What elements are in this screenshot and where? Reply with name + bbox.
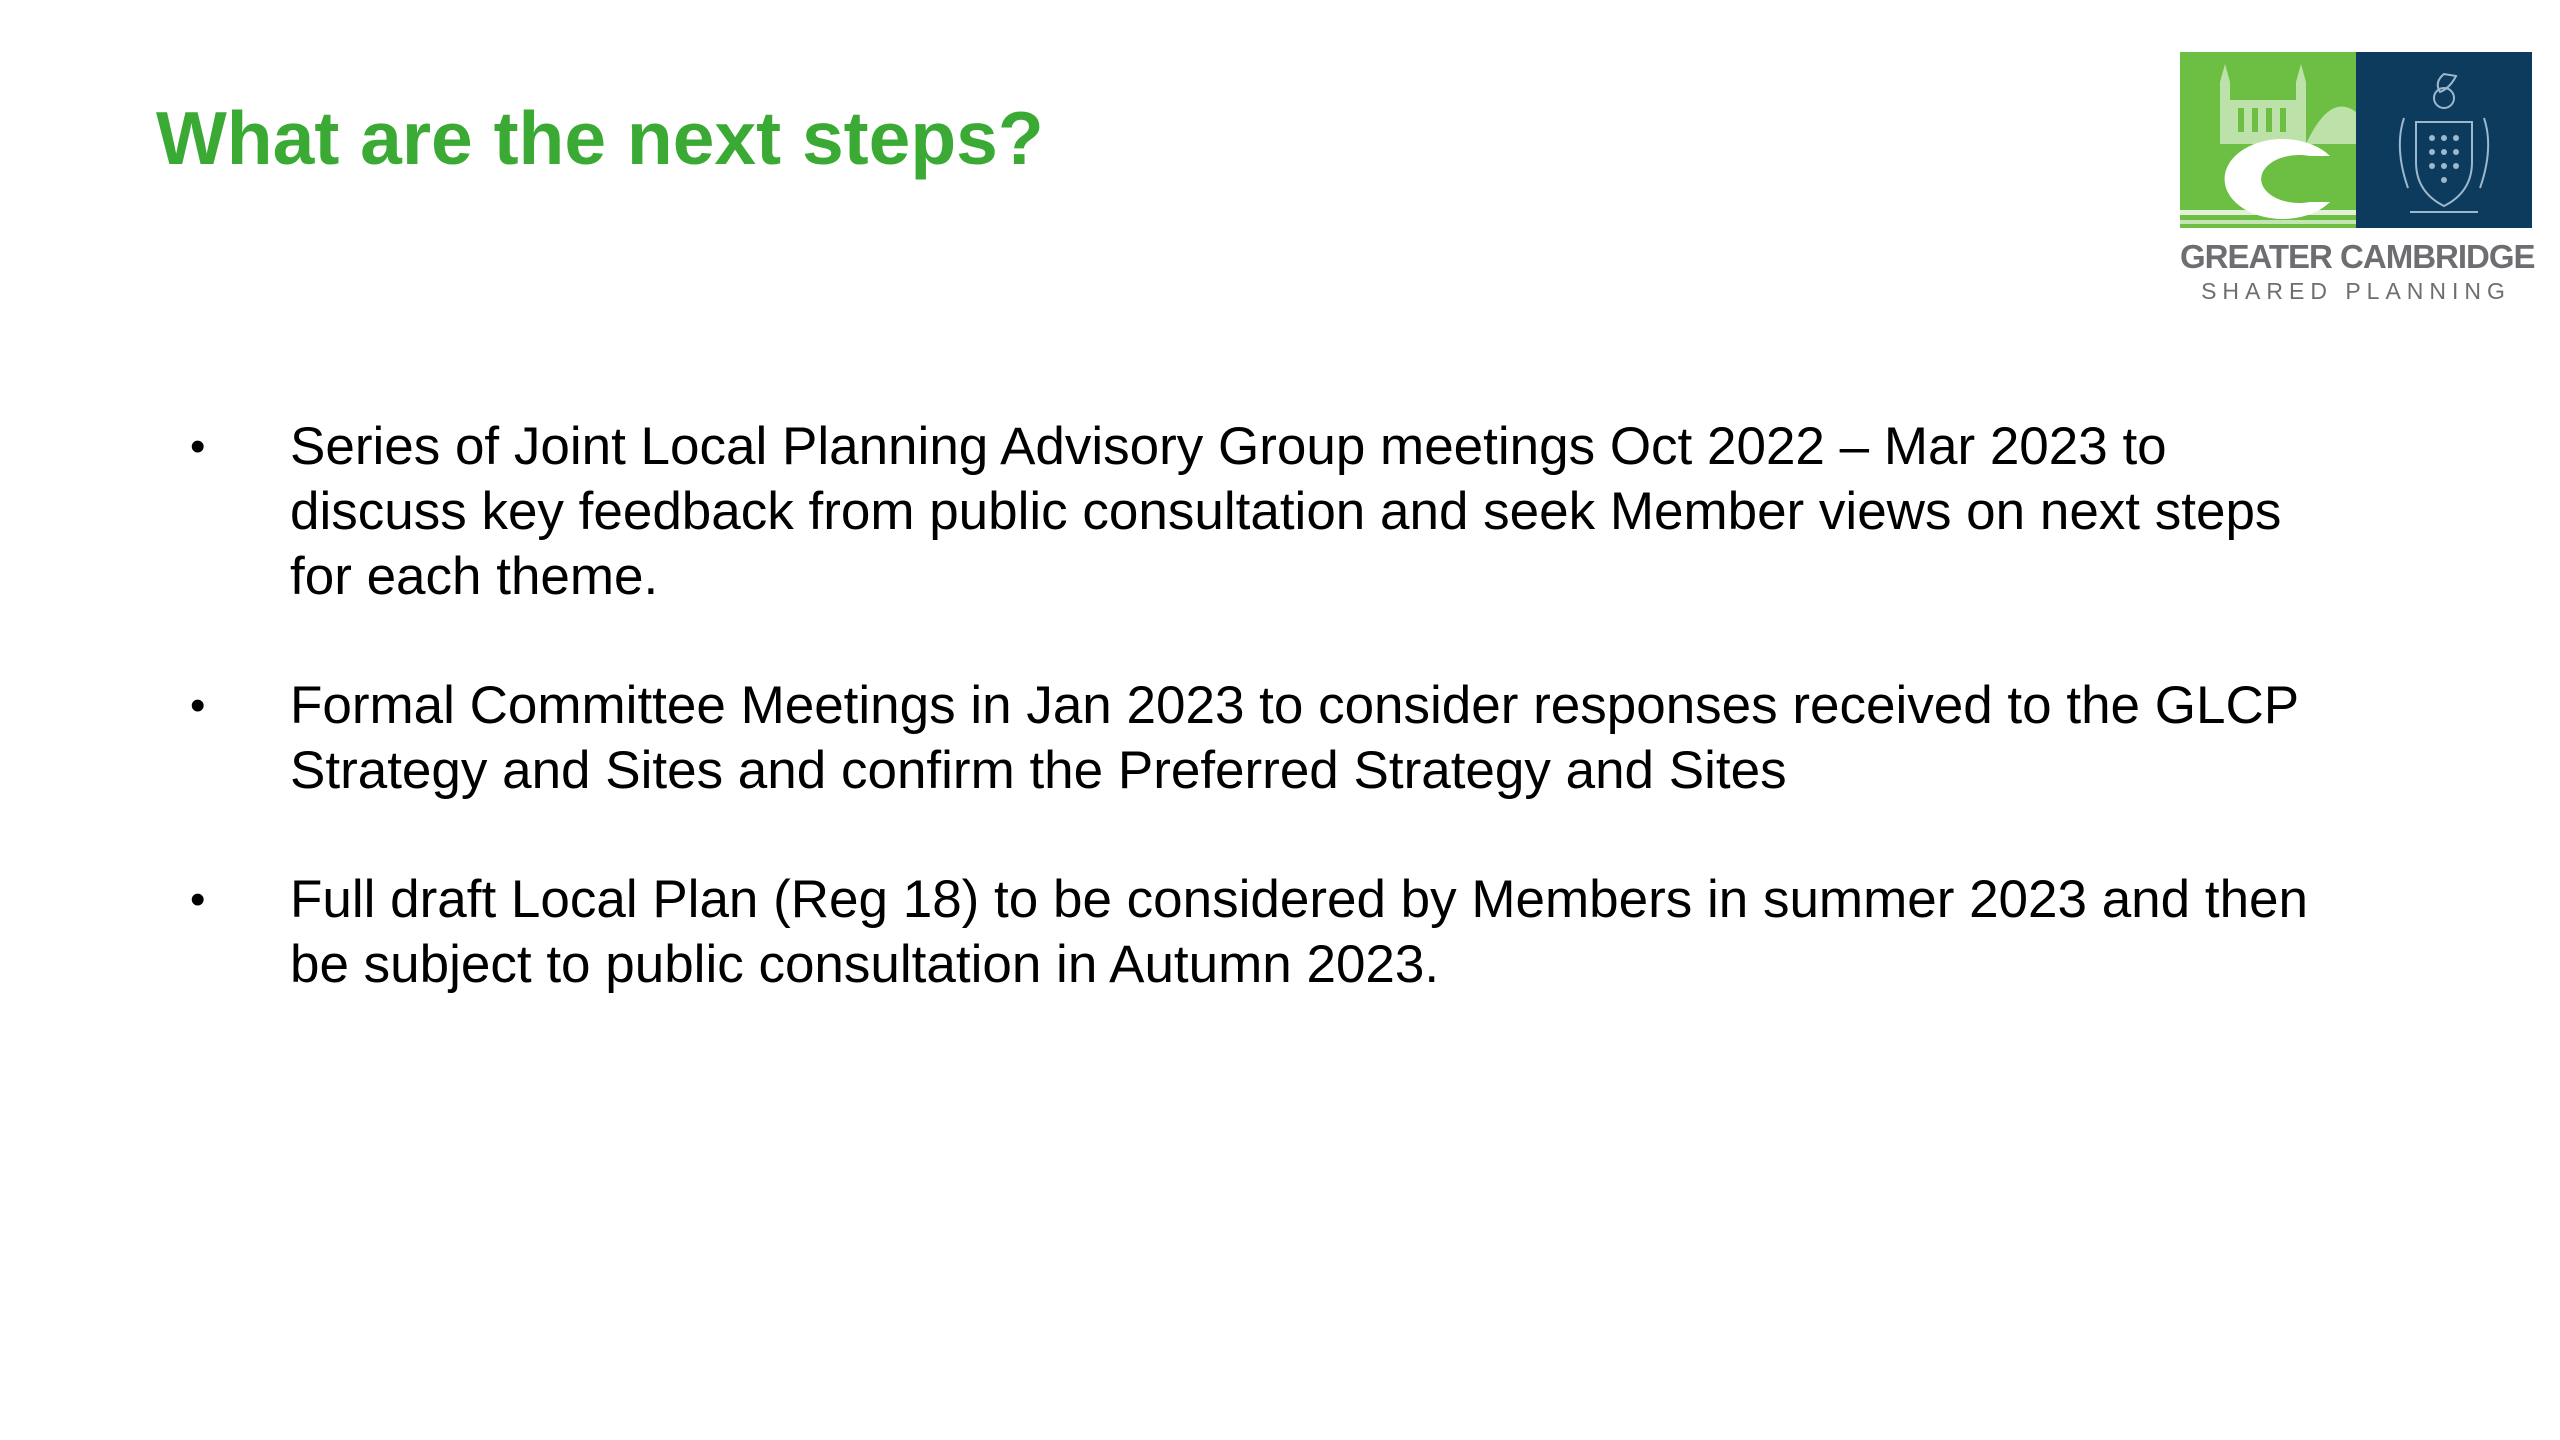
bullet-list: [190, 414, 2310, 1061]
bullet-item: [190, 867, 2310, 997]
bullet-marker: •: [190, 681, 206, 730]
bullet-marker: •: [190, 422, 206, 471]
bullet-text: Formal Committee Meetings in Jan 2023 to consider responses received to the GLCP Strategy and Sites and confirm the Preferred Strategy and Sites: [290, 676, 2299, 800]
logo-text-secondary: SHARED PLANNING: [2201, 278, 2511, 304]
bullet-item: [190, 414, 2310, 609]
greater-cambridge-logo: [2180, 52, 2535, 304]
logo-emblem: [2180, 52, 2532, 228]
bullet-item: [190, 673, 2310, 803]
bullet-text: Series of Joint Local Planning Advisory Group meetings Oct 2022 – Mar 2023 to discuss key feedback from public consultation and seek Member views on next steps for each theme.: [290, 417, 2282, 606]
slide-title: What are the next steps?: [156, 96, 1044, 180]
logo-text-primary: GREATER CAMBRIDGE: [2180, 238, 2535, 275]
bullet-text: Full draft Local Plan (Reg 18) to be considered by Members in summer 2023 and then be subject to public consultation in Autumn 2023.: [290, 870, 2309, 994]
bullet-marker: •: [190, 875, 206, 924]
